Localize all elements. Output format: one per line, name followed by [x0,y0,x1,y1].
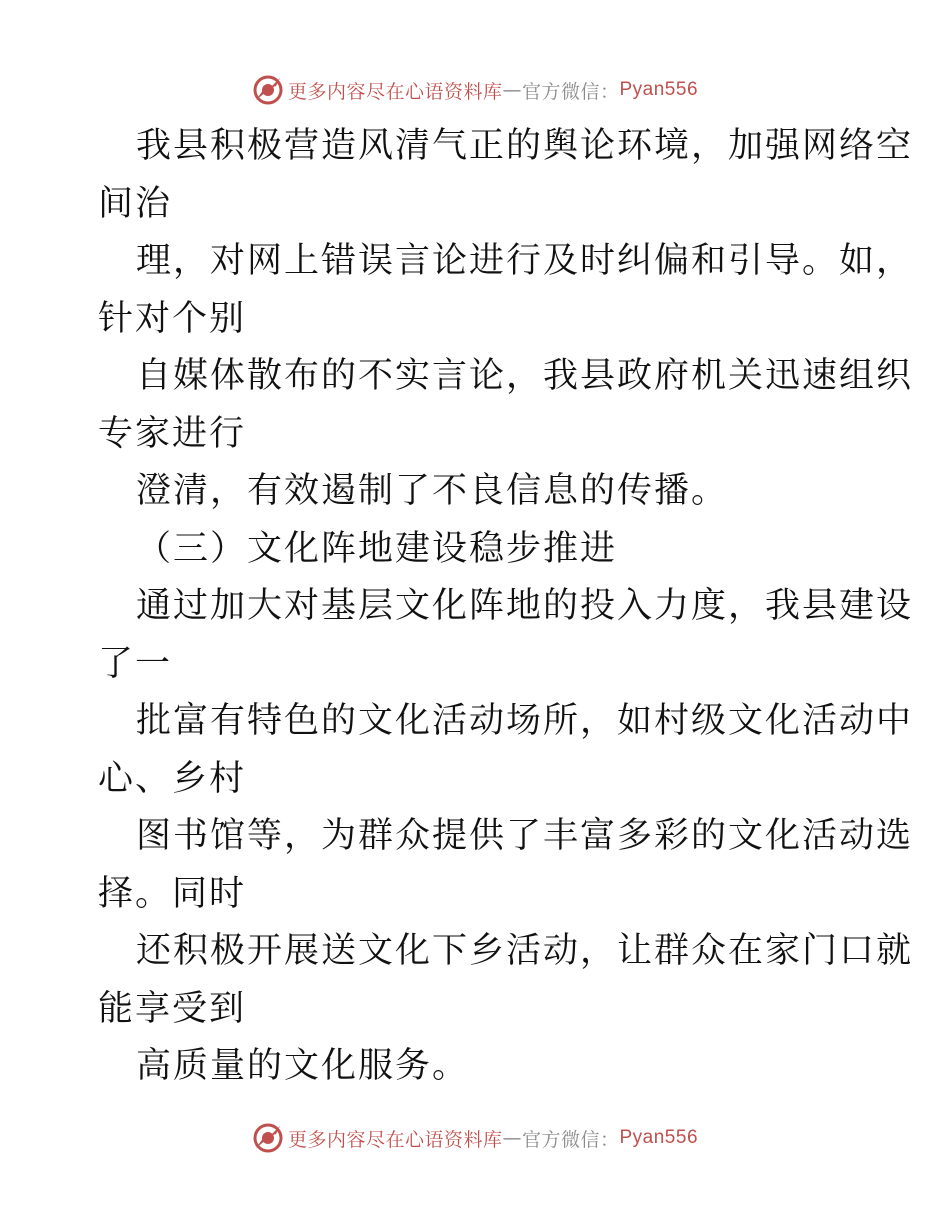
footer-watermark [0,1118,950,1158]
logo-icon [252,74,284,106]
text-line: 了一 [98,643,173,684]
text-line: 澄清，有效遏制了不良信息的传播。 [136,471,729,511]
text-line: 通过加大对基层文化阵地的投入力度，我县建设 [136,586,914,626]
watermark-dash: — [502,1127,522,1149]
watermark-dash: — [502,79,522,101]
text-line: 心、乡村 [98,758,247,799]
logo-icon [252,1122,284,1154]
text-line: 我县积极营造风清气正的舆论环境，加强网络空 [136,126,914,166]
text-line: 择。同时 [98,873,247,914]
text-line: 专家进行 [98,413,247,454]
watermark-id: Pyan556 [619,79,699,100]
watermark-label: 官方微信： [521,80,620,103]
text-line: 批富有特色的文化活动场所，如村级文化活动中 [136,701,914,741]
watermark-label: 官方微信： [521,1128,620,1151]
text-line: 针对个别 [98,298,247,339]
text-line: 能享受到 [98,988,247,1029]
text-line: 还积极开展送文化下乡活动，让群众在家门口就 [136,931,914,971]
text-line: 间治 [98,183,173,224]
text-line: 自媒体散布的不实言论，我县政府机关迅速组织 [136,356,914,396]
watermark-site: 更多内容尽在心语资料库 [287,1128,503,1151]
section-heading: （三）文化阵地建设稳步推进 [136,528,618,569]
text-line: 理，对网上错误言论进行及时纠偏和引导。如， [136,241,914,281]
document-body [98,118,914,1096]
header-watermark [0,70,950,110]
text-line: 高质量的文化服务。 [136,1046,470,1086]
text-line: 图书馆等，为群众提供了丰富多彩的文化活动选 [136,816,914,856]
watermark-id: Pyan556 [619,1127,699,1148]
watermark-site: 更多内容尽在心语资料库 [287,80,503,103]
